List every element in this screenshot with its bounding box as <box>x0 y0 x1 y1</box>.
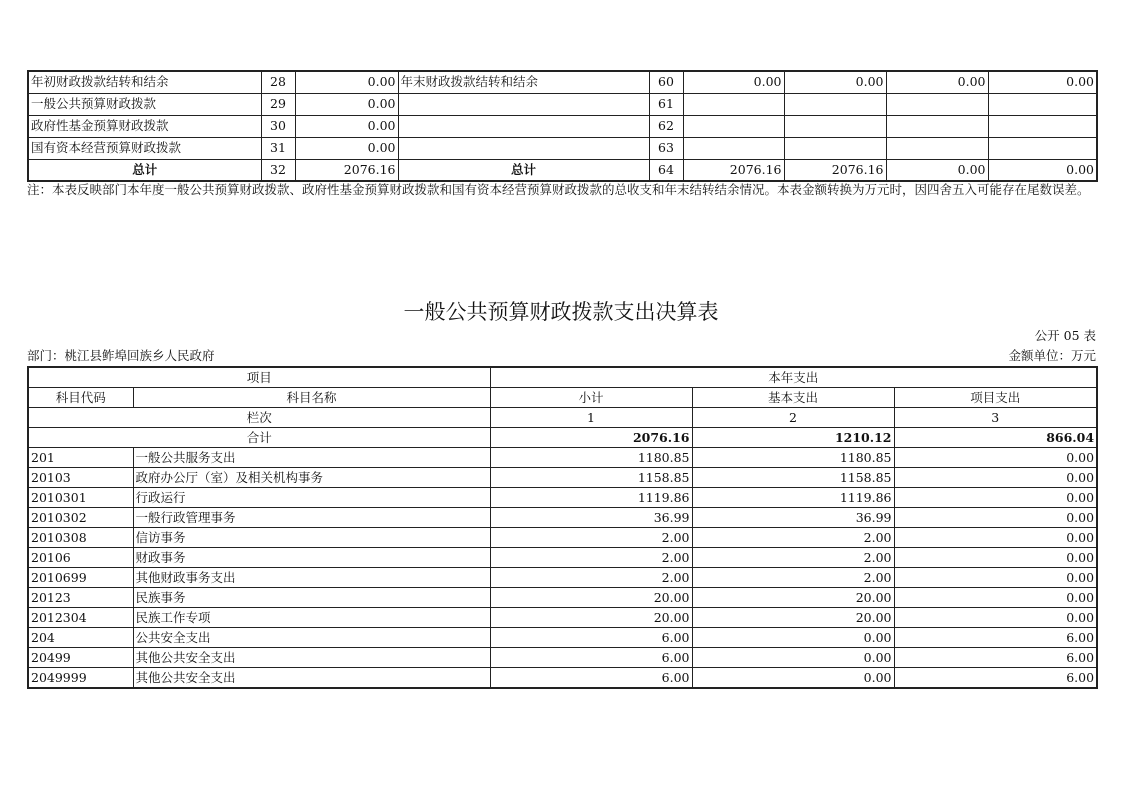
right-value-3 <box>886 115 988 137</box>
left-value: 0.00 <box>295 137 398 159</box>
basic-value: 2.00 <box>692 568 894 588</box>
project-value: 0.00 <box>894 548 1097 568</box>
table-row <box>28 608 1097 628</box>
right-value-4: 0.00 <box>988 71 1097 93</box>
balance-row <box>28 115 1097 137</box>
subject-name: 信访事务 <box>133 528 490 548</box>
subject-name: 一般行政管理事务 <box>133 508 490 528</box>
right-line-no: 60 <box>649 71 683 93</box>
right-line-no: 62 <box>649 115 683 137</box>
balance-row <box>28 93 1097 115</box>
column-index-3: 3 <box>894 408 1097 428</box>
subject-name: 财政事务 <box>133 548 490 568</box>
basic-value: 0.00 <box>692 648 894 668</box>
left-label: 国有资本经营预算财政拨款 <box>28 137 261 159</box>
left-value: 0.00 <box>295 93 398 115</box>
subject-code: 2010302 <box>28 508 133 528</box>
subtotal-value: 6.00 <box>490 648 692 668</box>
table-row <box>28 548 1097 568</box>
left-label: 政府性基金预算财政拨款 <box>28 115 261 137</box>
right-label: 年末财政拨款结转和结余 <box>398 71 649 93</box>
subject-name: 其他公共安全支出 <box>133 648 490 668</box>
table-row <box>28 468 1097 488</box>
right-value-2: 0.00 <box>784 71 886 93</box>
subtotal-value: 20.00 <box>490 588 692 608</box>
left-line-no: 31 <box>261 137 295 159</box>
right-value-1 <box>683 115 784 137</box>
right-value-4 <box>988 137 1097 159</box>
balance-table <box>27 70 1098 182</box>
table-row <box>28 528 1097 548</box>
header-item: 项目 <box>28 367 490 388</box>
subject-name: 民族事务 <box>133 588 490 608</box>
subject-code: 2010301 <box>28 488 133 508</box>
column-index-2: 2 <box>692 408 894 428</box>
basic-value: 36.99 <box>692 508 894 528</box>
left-line-no: 30 <box>261 115 295 137</box>
subtotal-value: 2.00 <box>490 568 692 588</box>
left-line-no: 32 <box>261 159 295 181</box>
subject-name: 其他公共安全支出 <box>133 668 490 689</box>
table-row <box>28 568 1097 588</box>
right-value-2: 2076.16 <box>784 159 886 181</box>
basic-value: 0.00 <box>692 668 894 689</box>
subject-code: 201 <box>28 448 133 468</box>
subtotal-value: 2.00 <box>490 528 692 548</box>
header-code: 科目代码 <box>28 388 133 408</box>
right-line-no: 63 <box>649 137 683 159</box>
subtotal-value: 36.99 <box>490 508 692 528</box>
department-label: 部门：桃江县鲊埠回族乡人民政府 <box>27 348 215 363</box>
basic-value: 1119.86 <box>692 488 894 508</box>
header-row-2 <box>28 388 1097 408</box>
project-value: 6.00 <box>894 628 1097 648</box>
project-value: 0.00 <box>894 508 1097 528</box>
right-value-1: 2076.16 <box>683 159 784 181</box>
right-line-no: 64 <box>649 159 683 181</box>
subtotal-value: 20.00 <box>490 608 692 628</box>
subtotal-value: 1119.86 <box>490 488 692 508</box>
basic-value: 2.00 <box>692 528 894 548</box>
basic-value: 1180.85 <box>692 448 894 468</box>
subject-code: 20103 <box>28 468 133 488</box>
subject-code: 2012304 <box>28 608 133 628</box>
header-subtotal: 小计 <box>490 388 692 408</box>
project-value: 0.00 <box>894 528 1097 548</box>
right-value-4 <box>988 115 1097 137</box>
right-value-4: 0.00 <box>988 159 1097 181</box>
left-label: 年初财政拨款结转和结余 <box>28 71 261 93</box>
total-row <box>28 428 1097 448</box>
table-row <box>28 668 1097 689</box>
subject-name: 政府办公厅（室）及相关机构事务 <box>133 468 490 488</box>
right-line-no: 61 <box>649 93 683 115</box>
right-value-3 <box>886 93 988 115</box>
header-name: 科目名称 <box>133 388 490 408</box>
right-value-1 <box>683 137 784 159</box>
header-row-3 <box>28 408 1097 428</box>
subject-name: 其他财政事务支出 <box>133 568 490 588</box>
project-value: 0.00 <box>894 608 1097 628</box>
right-label <box>398 115 649 137</box>
right-value-2 <box>784 137 886 159</box>
balance-total-row <box>28 159 1097 181</box>
left-value: 2076.16 <box>295 159 398 181</box>
left-value: 0.00 <box>295 71 398 93</box>
table-note: 注：本表反映部门本年度一般公共预算财政拨款、政府性基金预算财政拨款和国有资本经营预算财政拨款的总收支和年末结转结余情况。本表金额转换为万元时，因四舍五入可能存在尾数误差。 <box>27 182 1090 197</box>
balance-row <box>28 71 1097 93</box>
total-subtotal: 2076.16 <box>490 428 692 448</box>
table-row <box>28 508 1097 528</box>
right-value-3 <box>886 137 988 159</box>
left-line-no: 28 <box>261 71 295 93</box>
subtotal-value: 2.00 <box>490 548 692 568</box>
right-value-3: 0.00 <box>886 159 988 181</box>
subject-code: 204 <box>28 628 133 648</box>
subtotal-value: 1180.85 <box>490 448 692 468</box>
unit-label: 金额单位：万元 <box>1008 348 1096 363</box>
balance-row <box>28 137 1097 159</box>
right-value-4 <box>988 93 1097 115</box>
left-label: 总计 <box>28 159 261 181</box>
header-current-year: 本年支出 <box>490 367 1097 388</box>
subtotal-value: 6.00 <box>490 668 692 689</box>
subject-name: 一般公共服务支出 <box>133 448 490 468</box>
total-project: 866.04 <box>894 428 1097 448</box>
right-value-1 <box>683 93 784 115</box>
right-value-2 <box>784 115 886 137</box>
table-row <box>28 448 1097 468</box>
subject-code: 2049999 <box>28 668 133 689</box>
header-row-1 <box>28 367 1097 388</box>
subject-code: 20123 <box>28 588 133 608</box>
subject-code: 20499 <box>28 648 133 668</box>
basic-value: 20.00 <box>692 588 894 608</box>
right-label <box>398 93 649 115</box>
basic-value: 0.00 <box>692 628 894 648</box>
table-row <box>28 488 1097 508</box>
total-label: 合计 <box>28 428 490 448</box>
left-label: 一般公共预算财政拨款 <box>28 93 261 115</box>
basic-value: 20.00 <box>692 608 894 628</box>
project-value: 0.00 <box>894 488 1097 508</box>
header-basic: 基本支出 <box>692 388 894 408</box>
subject-code: 20106 <box>28 548 133 568</box>
subject-name: 行政运行 <box>133 488 490 508</box>
table-row <box>28 628 1097 648</box>
left-value: 0.00 <box>295 115 398 137</box>
form-number: 公开 05 表 <box>1034 328 1096 343</box>
column-index-label: 栏次 <box>28 408 490 428</box>
left-line-no: 29 <box>261 93 295 115</box>
basic-value: 1158.85 <box>692 468 894 488</box>
subtotal-value: 6.00 <box>490 628 692 648</box>
basic-value: 2.00 <box>692 548 894 568</box>
project-value: 0.00 <box>894 448 1097 468</box>
table-row <box>28 648 1097 668</box>
right-value-3: 0.00 <box>886 71 988 93</box>
project-value: 0.00 <box>894 588 1097 608</box>
right-label: 总计 <box>398 159 649 181</box>
right-value-2 <box>784 93 886 115</box>
total-basic: 1210.12 <box>692 428 894 448</box>
column-index-1: 1 <box>490 408 692 428</box>
header-project: 项目支出 <box>894 388 1097 408</box>
expenditure-table <box>27 366 1098 689</box>
project-value: 6.00 <box>894 648 1097 668</box>
subject-name: 民族工作专项 <box>133 608 490 628</box>
subject-code: 2010308 <box>28 528 133 548</box>
project-value: 0.00 <box>894 568 1097 588</box>
subtotal-value: 1158.85 <box>490 468 692 488</box>
table-row <box>28 588 1097 608</box>
right-label <box>398 137 649 159</box>
subject-code: 2010699 <box>28 568 133 588</box>
right-value-1: 0.00 <box>683 71 784 93</box>
project-value: 0.00 <box>894 468 1097 488</box>
project-value: 6.00 <box>894 668 1097 689</box>
page-title: 一般公共预算财政拨款支出决算表 <box>403 300 719 324</box>
subject-name: 公共安全支出 <box>133 628 490 648</box>
